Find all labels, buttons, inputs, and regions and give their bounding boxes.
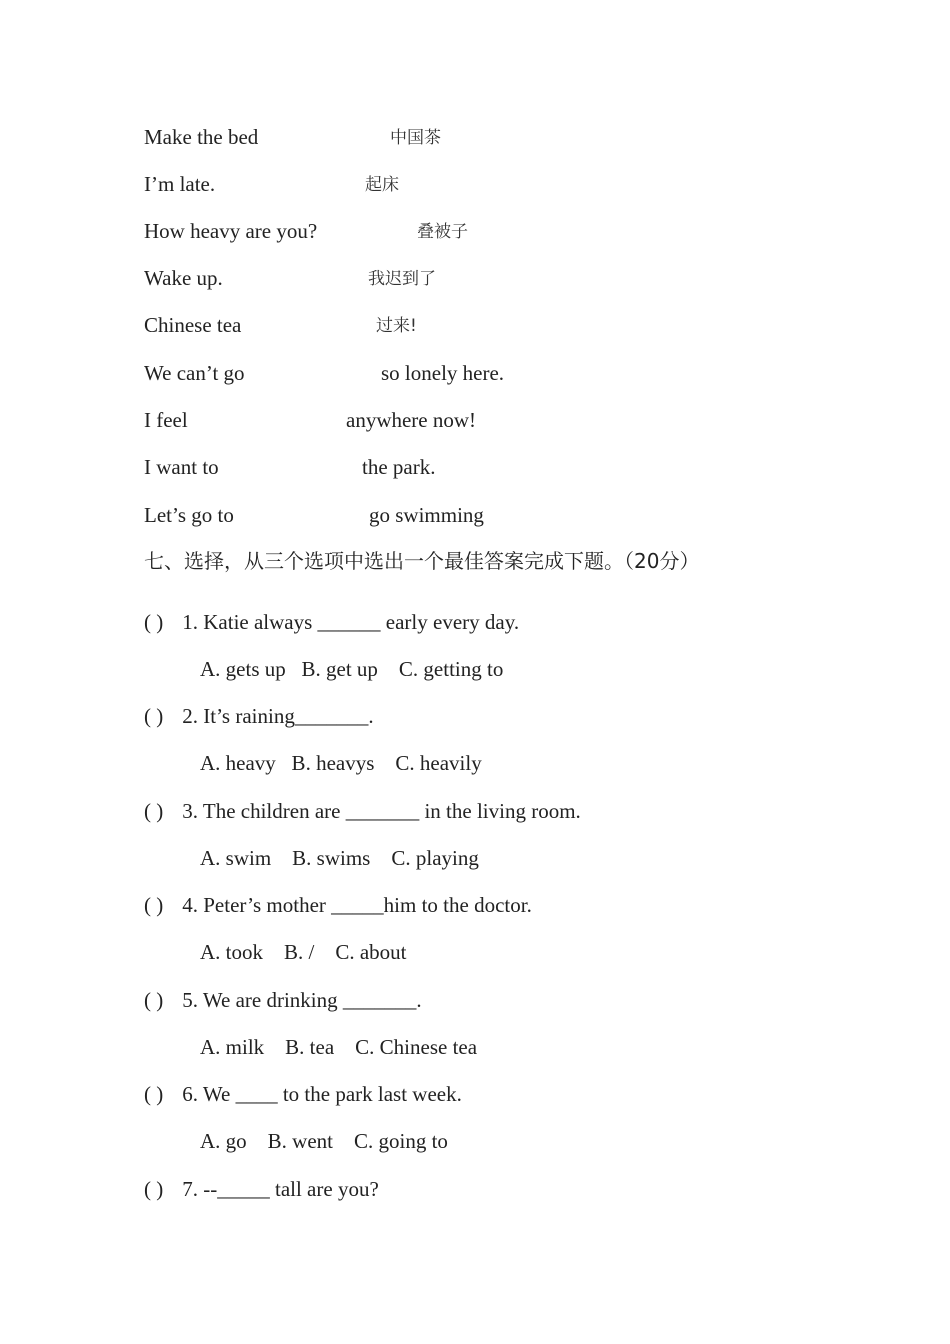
answer-bracket[interactable]: ( ) [144, 704, 164, 728]
match-right: 我迟到了 [368, 269, 436, 289]
question-options: A. go B. went C. going to [200, 1129, 448, 1153]
match-left: How heavy are you? [144, 219, 318, 243]
question-text: 4. Peter’s mother _____him to the doctor. [182, 893, 532, 917]
match-left: We can’t go [144, 361, 245, 385]
match-right: 过来! [376, 316, 417, 336]
match-right: so lonely here. [381, 361, 505, 385]
question-text: 3. The children are _______ in the living room. [182, 799, 581, 823]
answer-bracket[interactable]: ( ) [144, 1082, 164, 1106]
match-right: go swimming [369, 503, 484, 527]
answer-bracket[interactable]: ( ) [144, 799, 164, 823]
question [144, 1174, 379, 1204]
question-options: A. gets up B. get up C. getting to [200, 657, 504, 681]
question-options: A. swim B. swims C. playing [200, 846, 479, 870]
match-left: Make the bed [144, 125, 259, 149]
question [144, 890, 532, 920]
match-right: 叠被子 [417, 222, 468, 242]
question [144, 796, 581, 826]
question-text: 6. We ____ to the park last week. [182, 1082, 462, 1106]
question [144, 1079, 462, 1109]
question [144, 701, 374, 731]
match-right: 中国茶 [390, 128, 441, 148]
answer-bracket[interactable]: ( ) [144, 1177, 164, 1201]
question-options: A. milk B. tea C. Chinese tea [200, 1035, 478, 1059]
match-left: I’m late. [144, 172, 216, 196]
question-text: 1. Katie always ______ early every day. [182, 610, 520, 634]
question [144, 607, 519, 637]
match-left: I want to [144, 455, 219, 479]
question-text: 5. We are drinking _______. [182, 988, 422, 1012]
match-left: Wake up. [144, 266, 223, 290]
answer-bracket[interactable]: ( ) [144, 988, 164, 1012]
match-right: the park. [362, 455, 436, 479]
question-options: A. heavy B. heavys C. heavily [200, 751, 482, 775]
match-left: Chinese tea [144, 313, 242, 337]
match-left: I feel [144, 408, 188, 432]
answer-bracket[interactable]: ( ) [144, 893, 164, 917]
question-text: 7. --_____ tall are you? [182, 1177, 379, 1201]
question-text: 2. It’s raining_______. [182, 704, 374, 728]
match-right: anywhere now! [346, 408, 477, 432]
answer-bracket[interactable]: ( ) [144, 610, 164, 634]
section-heading: 七、选择，从三个选项中选出一个最佳答案完成下题。（20分） [144, 549, 700, 573]
question [144, 985, 422, 1015]
question-options: A. took B. / C. about [200, 940, 407, 964]
match-right: 起床 [365, 175, 399, 195]
match-left: Let’s go to [144, 503, 234, 527]
